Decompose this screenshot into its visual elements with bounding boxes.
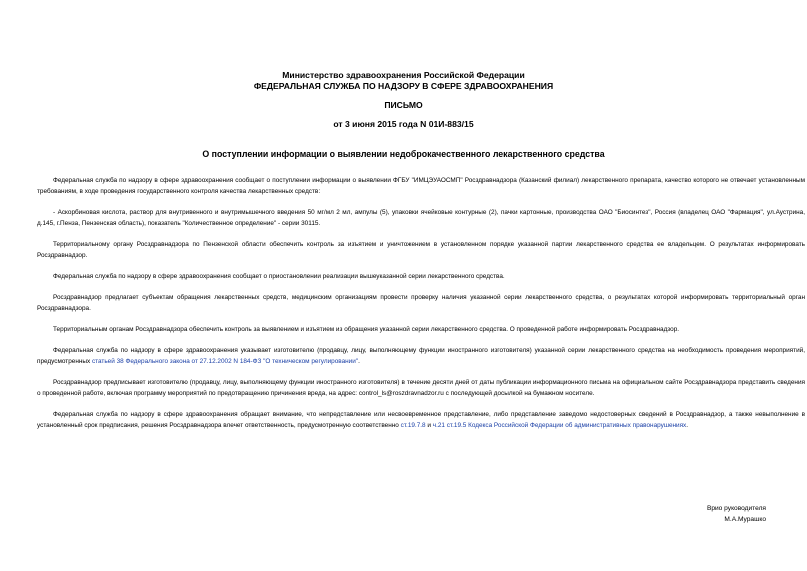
paragraph-9-end: . xyxy=(686,422,689,429)
ministry-heading: Министерство здравоохранения Российской Федерации xyxy=(282,70,525,80)
paragraph-4: Федеральная служба по надзору в сфере здравоохранения сообщает о приостановлении реализации вышеуказанной серии лекарственного средства. xyxy=(53,273,505,280)
paragraph-8: Росздравнадзор предписывает изготовителю (продавцу, лицу, выполняющему функции иностранного изготовителя) в течение десяти дней от даты публикации информационного письма на официальном сайте Росздравнадзора представить сведения о проведенной работе, включая программу мероприятий по предотвращению причинения вреда, на адрес: control_ls@roszdravnadzor.ru с последующей досылкой на бумажном носителе. xyxy=(37,379,805,397)
paragraph-9-conjunction: и xyxy=(425,422,433,429)
paragraph-9 xyxy=(37,409,807,431)
document-title: О поступлении информации о выявлении недоброкачественного лекарственного средства xyxy=(202,149,605,159)
paragraph-6: Территориальным органам Росздравнадзора обеспечить контроль за выявлением и изъятием из обращения указанной серии лекарственного средства. О проведенной работе информировать Росздравнадзор. xyxy=(53,326,680,333)
paragraph-5: Росздравнадзор предлагает субъектам обращения лекарственных средств, медицинским организациям провести проверку наличия указанной серии лекарственного средства, о результатах которой информировать территориальный орган Росздравнадзора. xyxy=(37,294,805,312)
document-type: ПИСЬМО xyxy=(384,100,423,110)
paragraph-1: Федеральная служба по надзору в сфере здравоохранения сообщает о поступлении информации о выявлении ФГБУ "ИМЦЭУАОСМП" Росздравнадзора (Казанский филиал) лекарственного препарата, качество которого не отвечает установленным требованиям, в ходе проведения государственного контроля качества лекарственных средств: xyxy=(37,177,805,195)
paragraph-3: Территориальному органу Росздравнадзора по Пензенской области обеспечить контроль за изъятием и уничтожением в установленном порядке указанной партии лекарственного средства ее владельцем. О результатах информировать Росздравнадзор. xyxy=(37,241,805,259)
service-heading: ФЕДЕРАЛЬНАЯ СЛУЖБА ПО НАДЗОРУ В СФЕРЕ ЗДРАВООХРАНЕНИЯ xyxy=(253,81,554,91)
law-article-38-link[interactable]: статьей 38 Федерального закона от 27.12.2002 N 184-ФЗ "О техническом регулировании" xyxy=(91,358,359,365)
document-body xyxy=(37,175,807,441)
paragraph-7-text: Федеральная служба по надзору в сфере здравоохранения указывает изготовителю (продавцу, лицу, выполняющему функции иностранного изготовителя) указанной серии лекарственного средства на необходимость проведения мероприятий, предусмотренных xyxy=(37,347,805,365)
koap-article-19-5-link[interactable]: ч.21 ст.19.5 Кодекса Российской Федерации об административных правонарушениях xyxy=(432,422,687,429)
paragraph-7 xyxy=(37,345,807,367)
paragraph-7-end: . xyxy=(358,358,360,365)
signatory-name: М.А.Мурашко xyxy=(724,516,766,523)
paragraph-2: - Аскорбиновая кислота, раствор для внутривенного и внутримышечного введения 50 мг/мл 2 мл, ампулы (5), упаковки ячейковые контурные (2), пачки картонные, производства ОАО "Биосинтез", Россия (владелец ОАО "Фармация", ул.Аустрина, д.145, г.Пенза, Пензенская область), показатель "Количественное определение" - серии 30115. xyxy=(37,209,805,227)
document-date-number: от 3 июня 2015 года N 01И-883/15 xyxy=(333,119,474,129)
article-19-7-8-link[interactable]: ст.19.7.8 xyxy=(400,422,426,429)
paragraph-9-text: Федеральная служба по надзору в сфере здравоохранения обращает внимание, что непредставление или несвоевременное представление, либо представление заведомо недостоверных сведений в Росздравнадзор, а также невыполнение в установленный срок предписания, решения Росздравнадзора влечет ответственность, предусмотренную соответственно xyxy=(37,411,805,429)
signatory-position: Врио руководителя xyxy=(706,505,766,512)
